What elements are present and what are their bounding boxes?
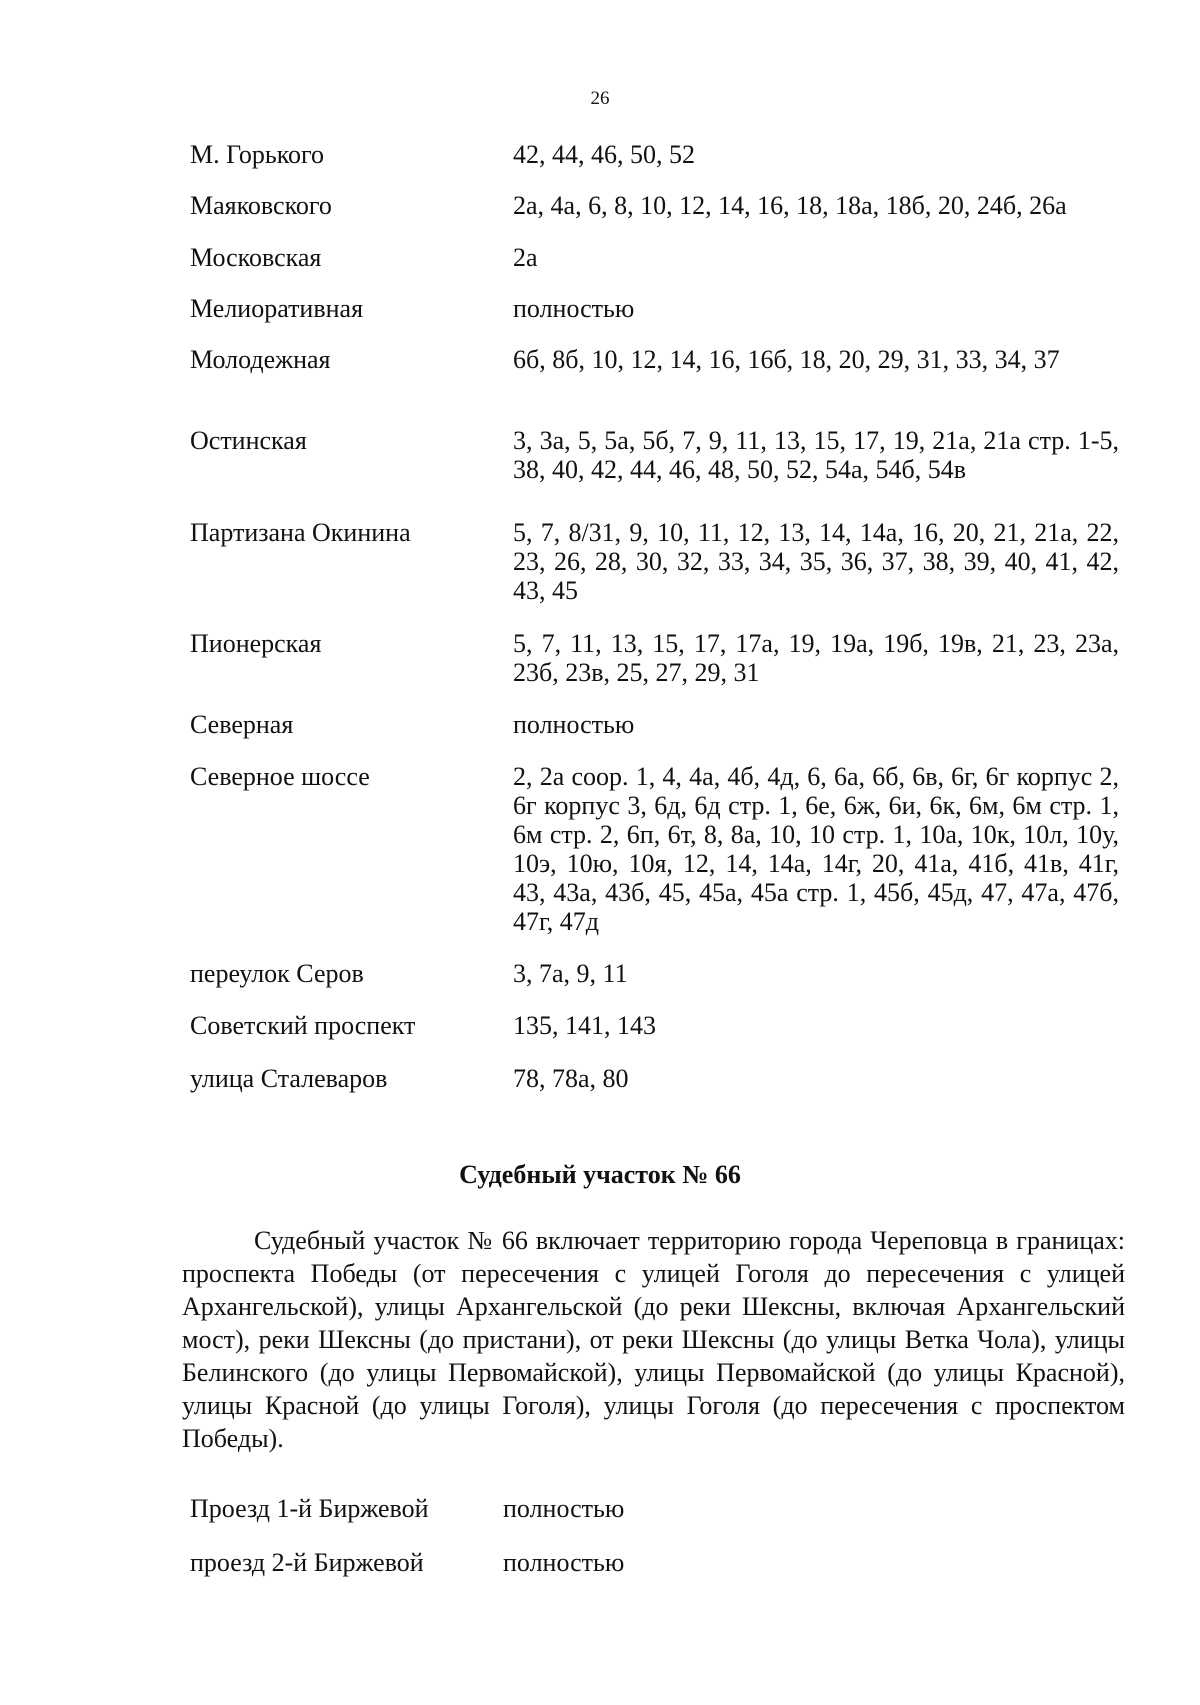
street-name: переулок Серов (190, 959, 364, 988)
street-name: Пионерская (190, 629, 322, 658)
street-houses: полностью (503, 1494, 625, 1523)
street-name: Мелиоративная (190, 294, 364, 323)
street-houses: 78, 78а, 80 (513, 1064, 629, 1093)
street-name: улица Сталеваров (190, 1064, 388, 1093)
street-name: Остинская (190, 426, 307, 455)
street-name: Северное шоссе (190, 762, 370, 791)
street-houses: 5, 7, 8/31, 9, 10, 11, 12, 13, 14, 14а, 16, 20, 21, 21а, 22, 23, 26, 28, 30, 32, 33, 34, 35, 36, 37, 38, 39, 40, 41, 42, 43, 45 (513, 518, 1119, 605)
street-name: проезд 2-й Биржевой (190, 1548, 424, 1577)
street-row (190, 345, 1130, 374)
street-row (190, 518, 1130, 605)
street-houses: полностью (513, 710, 635, 739)
street-houses: 135, 141, 143 (513, 1011, 656, 1040)
street-list (190, 140, 1130, 1093)
street-houses: 42, 44, 46, 50, 52 (513, 140, 695, 169)
street-row (190, 191, 1130, 220)
street-name: Советский проспект (190, 1011, 416, 1040)
street-houses: 2а, 4а, 6, 8, 10, 12, 14, 16, 18, 18а, 18б, 20, 24б, 26а (513, 191, 1067, 220)
section-title: Судебный участок № 66 (459, 1160, 741, 1189)
street-row (190, 762, 1130, 936)
street-houses: 6б, 8б, 10, 12, 14, 16, 16б, 18, 20, 29, 31, 33, 34, 37 (513, 345, 1060, 374)
street-row (190, 710, 1130, 739)
street-name: Молодежная (190, 345, 331, 374)
street-houses: 3, 7а, 9, 11 (513, 959, 628, 988)
section-street-list (190, 1494, 890, 1602)
street-row (190, 426, 1130, 484)
page-number: 26 (590, 88, 610, 109)
street-row (190, 1011, 1130, 1040)
street-houses: 2а (513, 243, 538, 272)
street-houses: полностью (503, 1548, 625, 1577)
street-row (190, 140, 1130, 169)
street-houses: 3, 3а, 5, 5а, 5б, 7, 9, 11, 13, 15, 17, 19, 21а, 21а стр. 1-5, 38, 40, 42, 44, 46, 48, 50, 52, 54а, 54б, 54в (513, 426, 1119, 484)
street-name: Московская (190, 243, 322, 272)
street-name: М. Горького (190, 140, 325, 169)
street-name: Северная (190, 710, 294, 739)
street-name: Партизана Окинина (190, 518, 411, 547)
street-row (190, 1064, 1130, 1093)
street-row (190, 1494, 890, 1523)
section-description: Судебный участок № 66 включает территорию города Череповца в границах: проспекта Победы (от пересечения с улицей Гоголя до пересечения с улицей Архангельской), улицы Архангельской (до реки Шексны, включая Архангельский мост), реки Шексны (до пристани), от реки Шексны (до улицы Ветка Чола), улицы Белинского (до улицы Первомайской), улицы Первомайской (до улицы Красной), улицы Красной (до улицы Гоголя), улицы Гоголя (до пересечения с проспектом Победы). (182, 1226, 1125, 1453)
street-name: Маяковского (190, 191, 332, 220)
street-houses: 2, 2а соор. 1, 4, 4а, 4б, 4д, 6, 6а, 6б, 6в, 6г, 6г корпус 2, 6г корпус 3, 6д, 6д стр. 1, 6е, 6ж, 6и, 6к, 6м, 6м стр. 1, 6м стр. 2, 6п, 6т, 8, 8а, 10, 10 стр. 1, 10а, 10к, 10л, 10у, 10э, 10ю, 10я, 12, 14, 14а, 14г, 20, 41а, 41б, 41в, 41г, 43, 43а, 43б, 45, 45а, 45а стр. 1, 45б, 45д, 47, 47а, 47б, 47г, 47д (513, 762, 1119, 936)
street-row (190, 1548, 890, 1577)
street-row (190, 243, 1130, 272)
street-row (190, 959, 1130, 988)
street-houses: полностью (513, 294, 635, 323)
street-name: Проезд 1-й Биржевой (190, 1494, 429, 1523)
street-row (190, 629, 1130, 687)
street-row (190, 294, 1130, 323)
street-houses: 5, 7, 11, 13, 15, 17, 17а, 19, 19а, 19б, 19в, 21, 23, 23а, 23б, 23в, 25, 27, 29, 31 (513, 629, 1119, 687)
